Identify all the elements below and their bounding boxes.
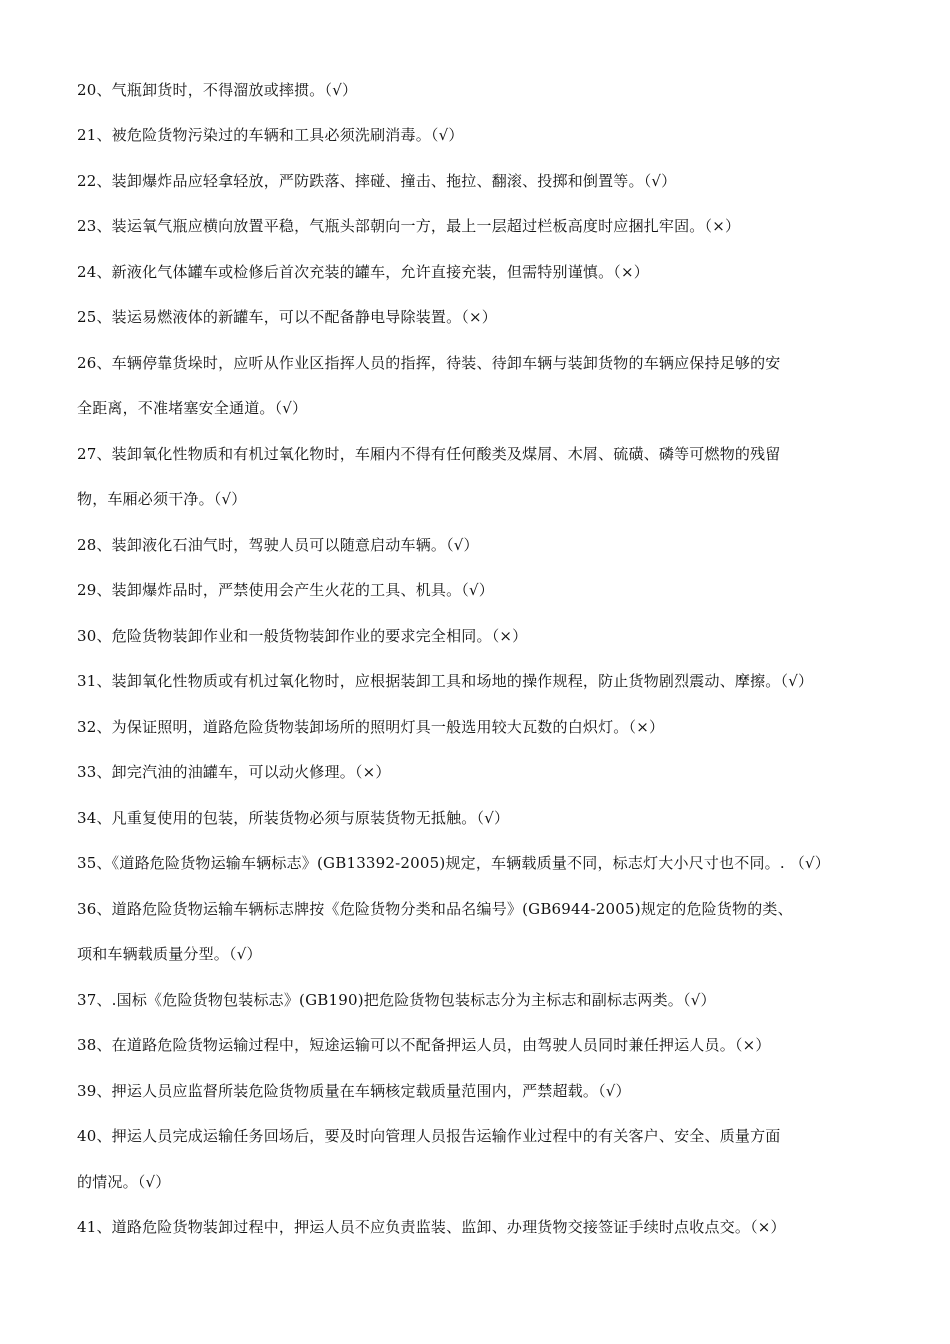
question-26-line-1: 26、车辆停靠货垛时，应听从作业区指挥人员的指挥，待装、待卸车辆与装卸货物的车辆应保持足够的安 xyxy=(77,354,781,372)
question-35-line: 35、《道路危险货物运输车辆标志》(GB13392-2005)规定，车辆载质量不同，标志灯大小尺寸也不同。. （√） xyxy=(77,854,830,872)
question-24-line: 24、新液化气体罐车或检修后首次充装的罐车，允许直接充装，但需特别谨慎。（×） xyxy=(77,263,649,281)
question-36-line-2: 项和车辆载质量分型。（√） xyxy=(77,945,262,963)
question-20-line: 20、气瓶卸货时，不得溜放或摔掼。（√） xyxy=(77,81,358,99)
question-27-line-2: 物，车厢必须干净。（√） xyxy=(77,490,247,508)
question-33-line: 33、卸完汽油的油罐车，可以动火修理。（×） xyxy=(77,763,391,781)
question-40-line-1: 40、押运人员完成运输任务回场后，要及时向管理人员报告运输作业过程中的有关客户、安全、质量方面 xyxy=(77,1127,781,1145)
question-25-line: 25、装运易燃液体的新罐车，可以不配备静电导除装置。（×） xyxy=(77,308,497,326)
question-41-line: 41、道路危险货物装卸过程中，押运人员不应负责监装、监卸、办理货物交接签证手续时点收点交。（×） xyxy=(77,1218,786,1236)
question-30-line: 30、危险货物装卸作业和一般货物装卸作业的要求完全相同。（×） xyxy=(77,627,528,645)
question-23-line: 23、装运氧气瓶应横向放置平稳，气瓶头部朝向一方，最上一层超过栏板高度时应捆扎牢固。（×） xyxy=(77,217,741,235)
question-27-line-1: 27、装卸氧化性物质和有机过氧化物时，车厢内不得有任何酸类及煤屑、木屑、硫磺、磷等可燃物的残留 xyxy=(77,445,781,463)
question-22-line: 22、装卸爆炸品应轻拿轻放，严防跌落、摔碰、撞击、拖拉、翻滚、投掷和倒置等。（√） xyxy=(77,172,677,190)
question-26-line-2: 全距离，不准堵塞安全通道。（√） xyxy=(77,399,308,417)
question-34-line: 34、凡重复使用的包装，所装货物必须与原装货物无抵触。（√） xyxy=(77,809,510,827)
question-31-line: 31、装卸氧化性物质或有机过氧化物时，应根据装卸工具和场地的操作规程，防止货物剧烈震动、摩擦。（√） xyxy=(77,672,814,690)
question-32-line: 32、为保证照明，道路危险货物装卸场所的照明灯具一般选用较大瓦数的白炽灯。（×） xyxy=(77,718,665,736)
question-40-line-2: 的情况。（√） xyxy=(77,1173,171,1191)
question-29-line: 29、装卸爆炸品时，严禁使用会产生火花的工具、机具。（√） xyxy=(77,581,494,599)
question-38-line: 38、在道路危险货物运输过程中，短途运输可以不配备押运人员，由驾驶人员同时兼任押运人员。（×） xyxy=(77,1036,771,1054)
question-21-line: 21、被危险货物污染过的车辆和工具必须洗刷消毒。（√） xyxy=(77,126,464,144)
question-39-line: 39、押运人员应监督所装危险货物质量在车辆核定载质量范围内，严禁超载。（√） xyxy=(77,1082,631,1100)
question-36-line-1: 36、道路危险货物运输车辆标志牌按《危险货物分类和品名编号》(GB6944-2005)规定的危险货物的类、 xyxy=(77,900,793,918)
question-37-line: 37、.国标《危险货物包装标志》(GB190)把危险货物包装标志分为主标志和副标志两类。（√） xyxy=(77,991,716,1009)
question-28-line: 28、装卸液化石油气时，驾驶人员可以随意启动车辆。（√） xyxy=(77,536,479,554)
